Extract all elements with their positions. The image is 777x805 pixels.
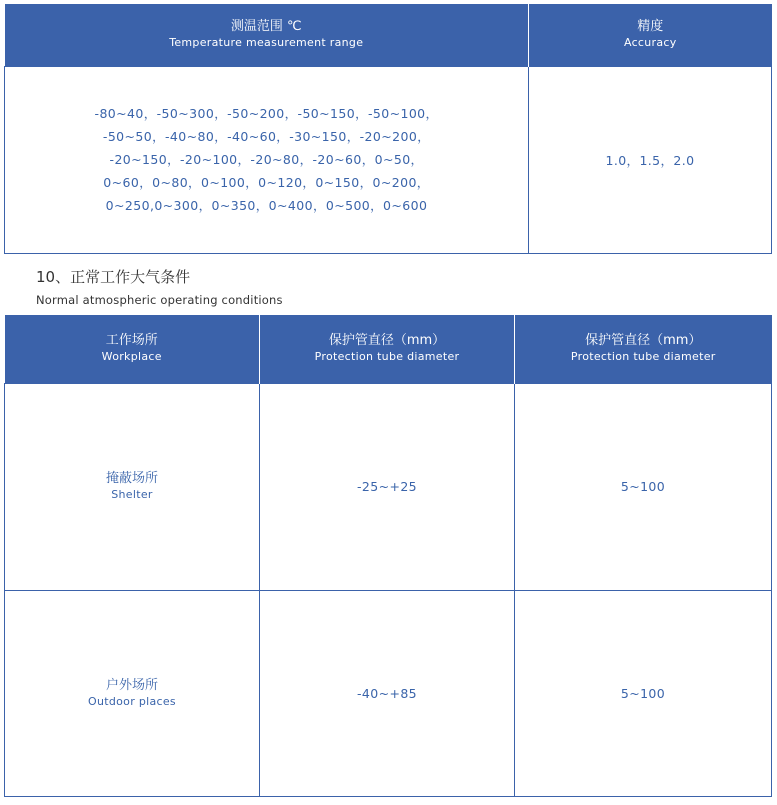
section-title: 10、正常工作大气条件 [36,268,191,286]
workplace-en: Outdoor places [88,694,176,708]
workplace-en: Shelter [111,488,153,501]
value-cell: 5~100 [515,590,772,796]
section-subtitle: Normal atmospheric operating conditions [36,293,283,307]
range-line: 0~250,0~300，0~350，0~400，0~500，0~600 [105,198,428,213]
table-row [5,590,772,796]
header-tube-diameter [260,315,515,383]
header-cn: 精度 [637,19,664,35]
value-cell: 5~100 [515,383,772,590]
workplace-cn: 掩蔽场所 [105,471,158,486]
table-header-row [5,4,772,66]
header-en: Protection tube diameter [314,350,460,364]
operating-conditions-table [4,315,772,797]
accuracy-cell: 1.0，1.5，2.0 [529,66,772,253]
header-workplace [5,315,260,383]
temperature-ranges-cell [5,66,529,253]
value-cell: -40~+85 [260,590,515,796]
range-line: -20~150，-20~100，-20~80，-20~60，0~50， [109,152,424,167]
header-tube-diameter-2 [515,315,772,383]
header-en: Workplace [101,350,162,364]
table-row [5,383,772,590]
table-header-row [5,315,772,383]
range-line: -50~50，-40~80，-40~60，-30~150，-20~200， [102,129,431,144]
table-row [5,66,772,253]
header-cn: 测温范围 ℃ [230,19,302,35]
header-en: Temperature measurement range [169,36,364,50]
workplace-cell [5,590,260,796]
workplace-cell [5,383,260,590]
range-line: 0~60，0~80，0~100，0~120，0~150，0~200， [103,175,430,190]
header-en: Accuracy [623,36,677,50]
header-cn: 工作场所 [105,333,158,349]
workplace-cn: 户外场所 [105,677,158,693]
temperature-range-table [4,4,772,254]
header-cn: 保护管直径（mm） [585,333,702,349]
value-cell: -25~+25 [260,383,515,590]
range-line: -80~40，-50~300，-50~200，-50~150，-50~100， [94,106,439,121]
header-temperature-range [5,4,529,66]
header-accuracy [529,4,772,66]
header-en: Protection tube diameter [570,350,716,364]
header-cn: 保护管直径（mm） [328,333,446,349]
